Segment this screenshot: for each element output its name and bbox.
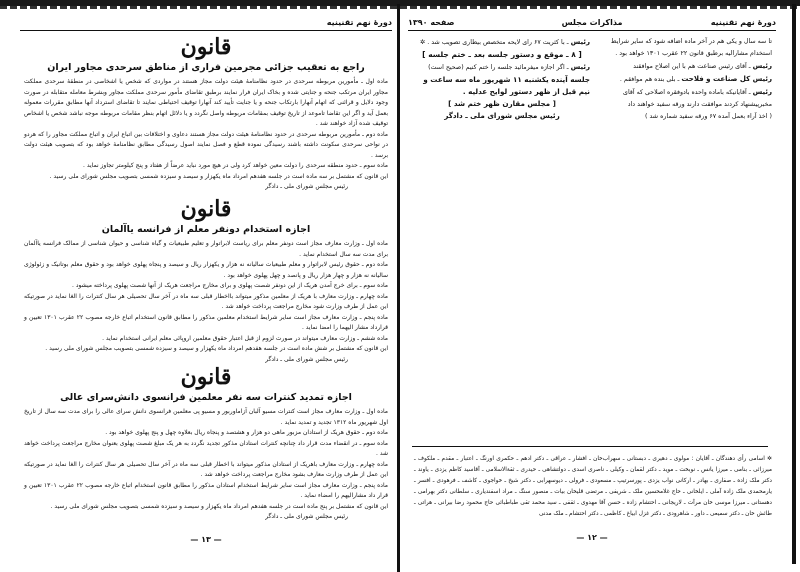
law-title: قانون bbox=[180, 196, 232, 222]
session-close-note: [ مجلس مقارن ظهر ختم شد ] bbox=[448, 99, 556, 108]
page-number: — ۱۳ — bbox=[190, 535, 222, 544]
article: ماده پنجم ـ وزارت معارف مجاز است سایر شرایط استخدام استادان مذکور را مطابق قانون استخدام اتباع خارجه مصوب ۲۲ عقرب ۱۳۰۱ تعیین و قرار داد مشارالیهم را امضاء نماید . bbox=[24, 481, 388, 499]
speaker: رئیس bbox=[752, 62, 772, 70]
law-title: قانون bbox=[180, 34, 232, 60]
scan-edge-right bbox=[792, 4, 796, 564]
running-head-period: دورهٔ نهم تقنینیه bbox=[710, 18, 776, 27]
article: ماده ششم ـ وزارت معارف میتواند در صورت لزوم از قبل اعتبار حقوق معلمین اروپائی معلم ایرانی استخدام نماید . bbox=[102, 334, 388, 342]
speaker: رئیس bbox=[752, 88, 772, 96]
law-body bbox=[20, 239, 392, 365]
column-left bbox=[414, 36, 590, 122]
right-page bbox=[408, 0, 776, 572]
left-page bbox=[20, 0, 392, 572]
speech: رئیس ـ آقایانیکه باماده واحده بادوفقره اصلاحی که آقای مخبرپیشنهاد کردند موافقت دارند ورقه سفید خواهند داد bbox=[623, 88, 772, 108]
article: ماده سوم ـ حدود منطقه سرحدی را دولت معین خواهد کرد ولی در هیچ مورد نباید عرضاً از هفتاد و پنج کیلومتر تجاوز نماید . bbox=[83, 162, 388, 169]
speaker: رئیس bbox=[570, 38, 590, 46]
law-body bbox=[20, 77, 392, 193]
running-head bbox=[20, 14, 392, 31]
law-subtitle: راجع به تعقیب جزائی مجرمین فراری از مناطق سرحدی مجاور ایران bbox=[47, 62, 365, 73]
speech-text: بلی بنده هم موافقم . bbox=[619, 76, 676, 83]
speech: رئیس ـ آقای رئیس صناعت هم با این اصلاح موافقند bbox=[633, 62, 772, 70]
column-right bbox=[594, 36, 772, 123]
speech: رئیس ـ اگر اجازه میفرمائید جلسه را ختم کنیم (صحیح است) bbox=[428, 63, 590, 71]
article: ماده اول ـ وزارت معارف مجاز است کنترات مسیو آلبان آزاماوربور و مسیو پی معلمین فرانسوی دانش سرای عالی را برای مدت سه سال از تاریخ اول شهریور ماه ۱۳۱۲ تجدید و تمدید نماید . bbox=[24, 408, 388, 426]
article: ماده سوم ـ برای خرج آمدن هریک از این دونفر شصت پهلوی و برای مخارج مراجعت هریک از آنها شصت پهلوی پرداخته میشود . bbox=[72, 282, 388, 289]
running-head-page: صفحه ۱۳۹۰ bbox=[408, 18, 455, 27]
speech: رئیس کل صناعت و فلاحت ـ بلی بنده هم موافقم . bbox=[619, 75, 772, 83]
running-head-period: دورهٔ نهم تقنینیه bbox=[326, 18, 392, 27]
article: ماده دوم ـ حقوق هریک از استادان مزبور ماهی دو هزار و هشتصد و پنجاه ریال بعلاوه چهل و پنج پهلوی خواهد بود . bbox=[105, 429, 388, 436]
footnote-rule bbox=[412, 446, 768, 447]
enactment-note: این قانون که مشتمل بر سه ماده است در جلسه هفدهم امرداد ماه یکهزار و سیصد و سیزده شمسی بتصویب مجلس شورای ملی رسید . bbox=[49, 172, 388, 180]
article: ماده سوم ـ در انقضاء مدت قرار داد چنانچه کنترات استادان مذکور تجدید نگردد به هر یک مبلغ شصت پهلوی بعنوان مخارج مراجعت پرداخت خواهد شد . bbox=[24, 439, 388, 457]
running-head bbox=[408, 14, 776, 31]
law-border-criminals bbox=[20, 34, 392, 193]
article: ماده چهارم ـ وزارت معارف با هریک از معلمین مذکور میتواند بااخطار قبلی سه ماه در آخر سال تحصیلی هر سال کنترات را الغا نماید در صورتیکه این عمل از طرف وزارت شود مخارج مراجعت پرداخت خواهد شد . bbox=[24, 292, 388, 310]
signature: رئیس مجلس شورای ملی ـ دادگر bbox=[265, 513, 348, 520]
article: ماده دوم ـ حقوق رئیس لابراتوار و معلم طبیعیات سالیانه نه هزار و یکهزار ریال و سیصد و پنجاه پهلوی خواهد بود و حقوق معلم بوتانیک و زئولوژی سالیانه نه هزار و چهار هزار ریال و پانصد و چهل پهلوی خواهد بود . bbox=[24, 261, 388, 279]
law-body bbox=[20, 407, 392, 523]
footnote-voters-list: ✲ اسامی رأی دهندگان ـ آقایان : مولوی ـ دهیری ـ دبستانی ـ سهراب‌خان ـ افشار ـ عراقی ـ دکتر ادهم ـ حکمری اورنگ ـ اعتبار ـ مقدم ـ ملکوف ـ میرزائی ـ بنامی ـ میرزا یانس ـ نوبخت ـ موید ـ دکتر لقمان ـ وکیلی ـ ناصری اسدی ـ دولتشاهی ـ حیدری ـ ثقةالاسلامی ـ آقاسید کاظم یزدی ـ یاوند ـ دکتر ملک زاده ـ صفاری ـ بهادر ـ ارکانی نواب یزدی ـ پورسرتیپ ـ مسعودی ـ فرولی ـ دیوسهرابی ـ دکتر شیخ ـ خواجوی ـ کاشف ـ فرهودی ـ افسر ـ یارمحمدی ملک زاده آملی ـ ایلخانی ـ حاج غلامحسین ملک ـ شریفی ـ مرتضی قلیخان بیات ـ منصور سنگ ـ مراد اسفندیاری ـ سلطانی دکتر بهرامی ـ دهستانی ـ میرزا موسی خان مرآت ـ لاریجانی ـ احتشام زاده ـ حسن آقا مهدوی ـ ثقفی ـ سید محمد تقی طباطبائی حاج محمود رضا بیرانی ـ هراتی ـ طائش خان ـ دکتر سمیعی ـ داور ـ شاهرودی ـ دکتر غزل ابیاغ ـ کاظمی ـ دکتر احتشام ـ ملک مدنی bbox=[414, 456, 772, 517]
law-teachers-contract-extension bbox=[20, 364, 392, 523]
next-session-note: جلسه آینده یکشنبه ۱۱ شهریور ماه سه ساعت و نیم قبل از ظهر دستور لوایح عدلیه . bbox=[423, 75, 590, 96]
law-title: قانون bbox=[180, 364, 232, 390]
article: ماده چهارم ـ وزارت معارف باهریک از استادان مذکور میتواند با اخطار قبلی سه ماه در آخر سال تحصیلی هر سال کنترات را الغا نماید در صورتیکه این عمل از طرف وزارت معارف بشود مخارج مراجعت پرداخت خواهد شد . bbox=[24, 460, 388, 478]
speech-text: اگر اجازه میفرمائید جلسه را ختم کنیم (صحیح است) bbox=[428, 64, 565, 71]
signature: رئیس مجلس شورای ملی ـ دادگر bbox=[265, 355, 348, 363]
article: ماده اول ـ وزارت معارف مجاز است دونفر معلم برای ریاست لابراتوار و تعلیم طبیعیات و گیاه شناسی و حیوان شناسی از ممالک فرانسه یاآلمان برای مدت سه سال استخدام نماید . bbox=[24, 240, 388, 258]
law-subtitle: اجازه تمدید کنترات سه نفر معلمین فرانسوی دانش‌سرای عالی bbox=[60, 392, 352, 403]
law-teachers-france-germany bbox=[20, 196, 392, 365]
enactment-note: این قانون که مشتمل بر شش ماده است در جلسه هفدهم امرداد ماه یکهزار و سیصد و سیزده شمسی بتصویب مجلس شورای ملی رسید . bbox=[45, 345, 388, 352]
article: ماده دوم ـ مأمورین مربوطه سرحدی در حدود نظامنامهٔ هیئت دولت مجاز هستند دعاوی و اختلافات بین اتباع ایران و اتباع مملکت مجاور را که هردو در نواحی سرحدی سکونت داشته باشند رسیدگی نموده قطع و فصل نمایند اصول رسیدگی مطابق نظامنامهٔ خواهد بود که بتصویب هیئت دولت برسد . bbox=[24, 130, 388, 159]
speech-text: آقایانیکه باماده واحده بادوفقره اصلاحی که آقای مخبرپیشنهاد کردند موافقت دارند ورقه سفید خواهند داد bbox=[623, 89, 772, 108]
speech-text: با کثریت ۶۷ رای لایحه متخصص بیطاری تصویب شد . ✲ bbox=[419, 39, 565, 46]
article: ماده پنجم ـ وزارت معارف مجاز است سایر شرایط استخدام معلمین مذکور را مطابق قانون استخدام اتباع خارجه مصوب ۲۲ عقرب ۱۳۰۱ تعیین و قرارداد مشار الیهما را امضا نماید . bbox=[24, 313, 389, 331]
speech: رئیس ـ با کثریت ۶۷ رای لایحه متخصص بیطاری تصویب شد . ✲ bbox=[419, 38, 590, 46]
law-subtitle: اجازه استخدام دونفر معلم از فرانسه یاآلمان bbox=[101, 224, 311, 235]
signature: رئیس مجلس شورای ملی ـ دادگر bbox=[444, 111, 560, 120]
speaker: رئیس bbox=[570, 63, 590, 71]
section-heading: [ ۸ ـ موقع و دستور جلسه بعد ـ ختم جلسه ] bbox=[422, 50, 582, 59]
signature: رئیس مجلس شورای ملی ـ دادگر bbox=[265, 183, 348, 190]
vote-note: ( اخذ آراء بعمل آمده ۶۷ ورقه سفید شماره شد ) bbox=[645, 113, 772, 120]
enactment-note: این قانون که مشتمل بر پنج ماده است در جلسه هفدهم امرداد ماه یکهزار و سیصد و سیزده شمسی بتصویب مجلس شورای ملی رسید . bbox=[50, 502, 388, 510]
speaker: رئیس کل صناعت و فلاحت bbox=[681, 75, 772, 83]
speech-text: آقای رئیس صناعت هم با این اصلاح موافقند bbox=[633, 63, 747, 70]
page-number: — ۱۲ — bbox=[576, 533, 608, 542]
article: ماده اول ـ مأمورین مربوطه سرحدی در حدود نظامنامهٔ هیئت دولت مجاز هستند در مواردی که شخص یا اشخاصی در منطقهٔ سرحدی مملکت مجاور ایران مرتکب جنحه و جنایتی شده و بخاک ایران فرار نمایند برطبق تقاضای مأمور سرحدی مملکت مجاور وبشرط معامله متقابله در صورت وجود دلایل و قرائنی که اتهام آنهارا بارتکاب جنحه و یا جنایت تأیید کند آنهارا توقیف احتیاطی نمایند تا تقاضای استرداد آنها مطابق مقررات معموله بعمل آید و اگر این تقاضا تاموعد از تاریخ توقیف بمقامات مربوطه واصل نگردد و یا دلائل اتهام بنظر مقامات مربوطه موجه نباشد شخص یا اشخاص توقیف شده آزاد خواهند شد . bbox=[24, 78, 388, 127]
running-head-title: مذاکرات مجلس bbox=[561, 18, 623, 27]
book-spine bbox=[397, 4, 400, 572]
paragraph: تا سه سال و یکی هم در آخر ماده اضافه شود که سایر شرایط استخدام مشارالیه برطبق قانون ۲۲ عقرب ۱۳۰۱ خواهد بود . bbox=[610, 38, 772, 57]
